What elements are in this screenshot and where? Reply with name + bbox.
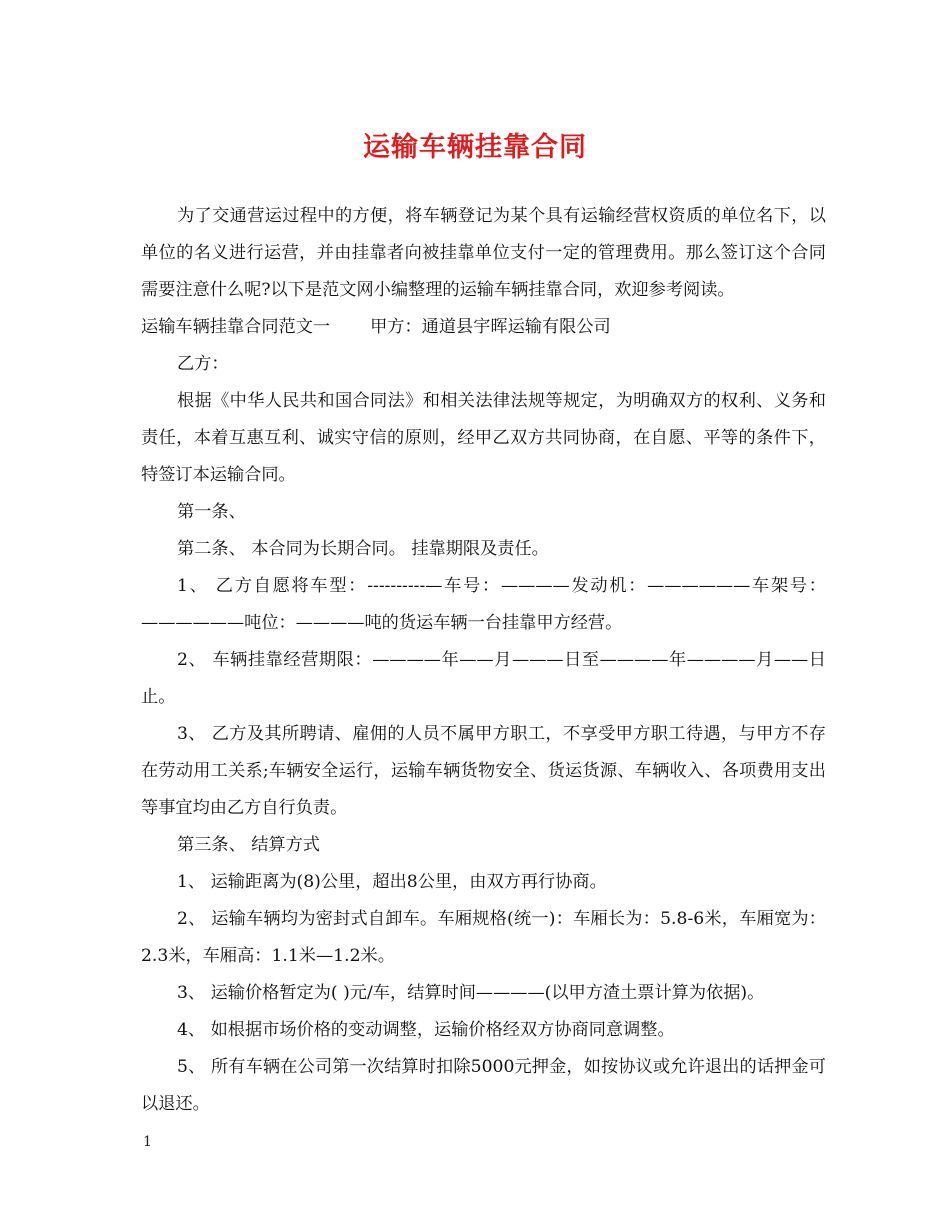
article-3-item-3: 3、 运输价格暂定为( )元/车，结算时间————(以甲方渣土票计算为依据)。 [177, 983, 765, 1003]
intro-paragraph: 为了交通营运过程中的方便，将车辆登记为某个具有运输经营权资质的单位名下，以单位的名义进行运营，并由挂靠者向被挂靠单位支付一定的管理费用。那么签订这个合同需要注意什么呢?以下是范文网小编整理的运输车辆挂靠合同，欢迎参考阅读。 [141, 206, 826, 300]
sample-heading: 运输车辆挂靠合同范文一 [141, 317, 331, 337]
article-2: 第二条、 本合同为长期合同。 挂靠期限及责任。 [177, 539, 549, 559]
article-3: 第三条、 结算方式 [177, 835, 320, 855]
document-title: 运输车辆挂靠合同 [363, 132, 587, 163]
article-3-item-5: 5、 所有车辆在公司第一次结算时扣除5000元押金，如按协议或允许退出的话押金可以退还。 [141, 1057, 826, 1114]
party-b: 乙方： [177, 354, 229, 374]
preamble-paragraph: 根据《中华人民共和国合同法》和相关法律法规等规定，为明确双方的权利、义务和责任，本着互惠互利、诚实守信的原则，经甲乙双方共同协商，在自愿、平等的条件下，特签订本运输合同。 [141, 391, 826, 485]
article-3-item-4: 4、 如根据市场价格的变动调整，运输价格经双方协商同意调整。 [177, 1020, 675, 1040]
article-3-item-1: 1、 运输距离为(8)公里，超出8公里，由双方再行协商。 [177, 872, 607, 892]
parties-line [141, 309, 826, 346]
document-body [141, 198, 826, 1123]
article-2-item-1: 1、 乙方自愿将车型：----------—车号：————发动机：——————车架号：——————吨位：————吨的货运车辆一台挂靠甲方经营。 [141, 576, 826, 633]
article-2-item-2: 2、 车辆挂靠经营期限：————年——月———日至————年————月——日止。 [141, 650, 826, 707]
article-2-item-3: 3、 乙方及其所聘请、雇佣的人员不属甲方职工，不享受甲方职工待遇，与甲方不存在劳动用工关系;车辆安全运行，运输车辆货物安全、货运货源、车辆收入、各项费用支出等事宜均由乙方自行负责。 [141, 724, 826, 818]
party-a: 甲方：通道县宇晖运输有限公司 [370, 317, 611, 337]
article-3-item-2: 2、 运输车辆均为密封式自卸车。车厢规格(统一)：车厢长为：5.8-6米，车厢宽为：2.3米，车厢高：1.1米—1.2米。 [141, 909, 826, 966]
page-number: 1 [143, 1134, 152, 1150]
article-1: 第一条、 [177, 502, 246, 522]
